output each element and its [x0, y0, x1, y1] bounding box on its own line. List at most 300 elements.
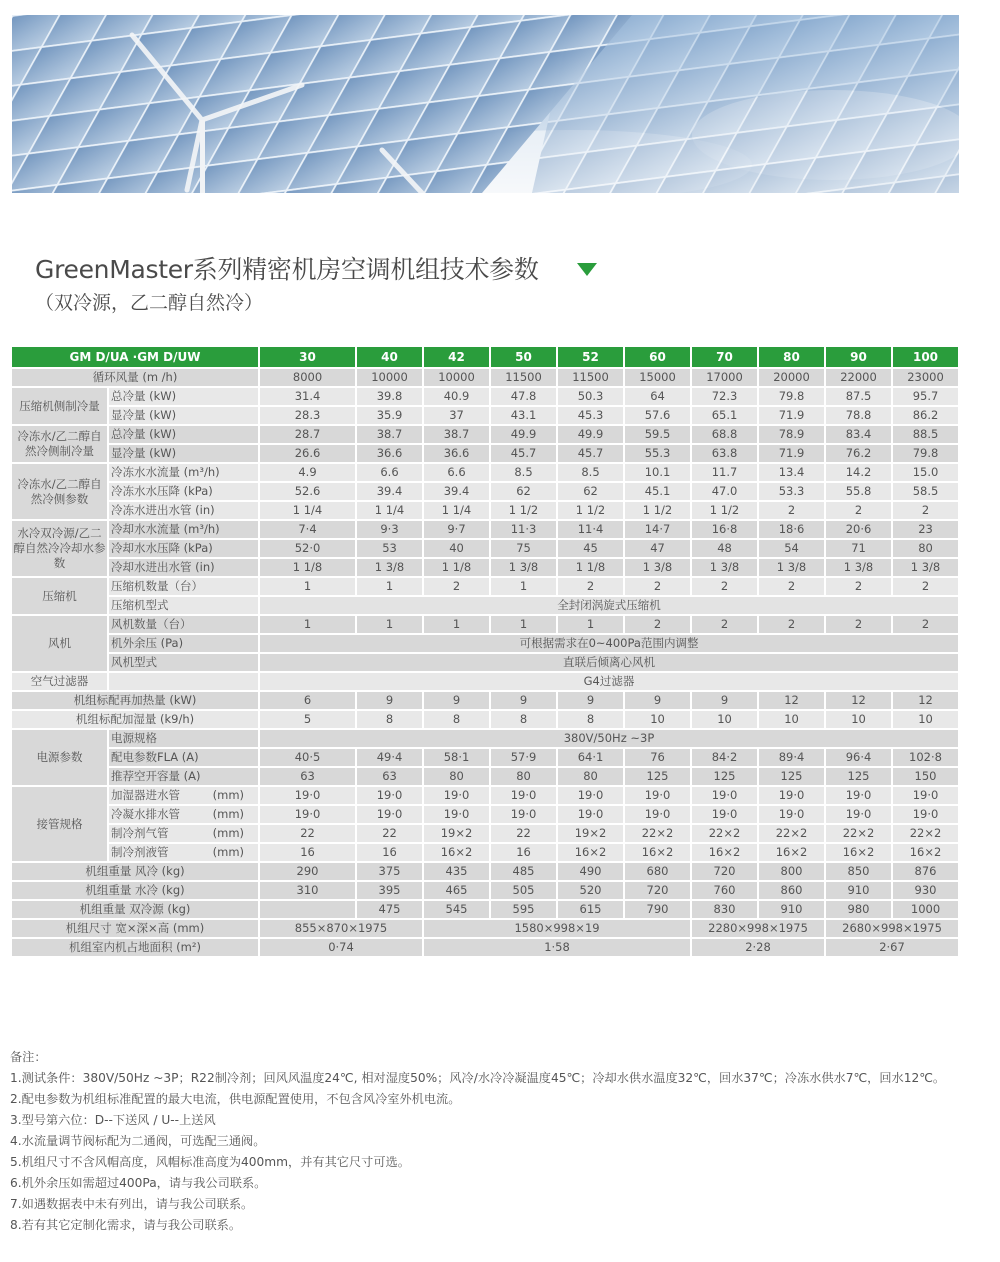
row-label: 机组标配加湿量 (k9/h) [11, 710, 259, 729]
value-cell: 102·8 [892, 748, 959, 767]
value-cell: 63 [259, 767, 356, 786]
value-cell: 150 [892, 767, 959, 786]
table-row [11, 786, 959, 805]
value-cell: 16×2 [423, 843, 490, 862]
value-cell: 9 [557, 691, 624, 710]
value-cell: 1 [259, 615, 356, 634]
value-cell: 2 [892, 615, 959, 634]
value-cell: 53.3 [758, 482, 825, 501]
value-cell: 485 [490, 862, 557, 881]
table-row [11, 691, 959, 710]
value-cell: 55.3 [624, 444, 691, 463]
value-cell: 55.8 [825, 482, 892, 501]
value-cell: 8 [490, 710, 557, 729]
row-label [108, 824, 259, 843]
value-cell: 31.4 [259, 387, 356, 406]
value-cell: 96·4 [825, 748, 892, 767]
value-cell: 2 [825, 615, 892, 634]
table-row [11, 672, 959, 691]
footprint-cell: 1·58 [423, 938, 691, 957]
value-cell: 375 [356, 862, 423, 881]
value-cell: 36.6 [423, 444, 490, 463]
value-cell: 1 [356, 577, 423, 596]
row-unit: (mm) [212, 845, 245, 859]
solar-panel-banner-image [12, 15, 959, 193]
row-label: 循环风量 (m /h) [11, 368, 259, 387]
table-row [11, 387, 959, 406]
value-cell: 910 [758, 900, 825, 919]
value-cell: 9 [490, 691, 557, 710]
row-label: 机组重量 风冷 (kg) [11, 862, 259, 881]
value-cell: 1 [557, 615, 624, 634]
row-label: 机组重量 水冷 (kg) [11, 881, 259, 900]
value-cell: 5 [259, 710, 356, 729]
value-cell: 1 1/4 [259, 501, 356, 520]
value-cell: 36.6 [356, 444, 423, 463]
value-cell: 11500 [490, 368, 557, 387]
value-cell: 18·6 [758, 520, 825, 539]
row-label: 配电参数FLA (A) [108, 748, 259, 767]
value-cell: 1 3/8 [624, 558, 691, 577]
value-cell: 64 [624, 387, 691, 406]
value-cell: 28.3 [259, 406, 356, 425]
row-unit: (mm) [212, 826, 245, 840]
table-header-row [11, 346, 959, 368]
value-cell: 16×2 [624, 843, 691, 862]
table-row [11, 539, 959, 558]
value-cell: 7·4 [259, 520, 356, 539]
table-row [11, 634, 959, 653]
page-subtitle: （双冷源，乙二醇自然冷） [35, 292, 264, 314]
value-cell: 1 1/2 [691, 501, 758, 520]
value-cell: 435 [423, 862, 490, 881]
value-cell: 23 [892, 520, 959, 539]
table-row [11, 862, 959, 881]
value-cell: 47.0 [691, 482, 758, 501]
value-cell: 19·0 [691, 786, 758, 805]
row-label: 冷冻水水流量 (m³/h) [108, 463, 259, 482]
header-model: 52 [557, 346, 624, 368]
value-cell: 84·2 [691, 748, 758, 767]
row-label: 机组重量 双冷源 (kg) [11, 900, 259, 919]
row-label: 压缩机型式 [108, 596, 259, 615]
value-cell: 14.2 [825, 463, 892, 482]
value-cell: 88.5 [892, 425, 959, 444]
value-cell: 10 [758, 710, 825, 729]
value-cell: 14·7 [624, 520, 691, 539]
table-row [11, 501, 959, 520]
value-cell: 2 [624, 577, 691, 596]
value-cell: 53 [356, 539, 423, 558]
value-cell: 20·6 [825, 520, 892, 539]
value-cell: 22 [259, 824, 356, 843]
value-cell: 65.1 [691, 406, 758, 425]
value-cell: 1 [259, 577, 356, 596]
value-cell: 2 [691, 577, 758, 596]
table-row [11, 406, 959, 425]
merged-cell: 直联后倾离心风机 [259, 653, 959, 672]
value-cell: 19×2 [557, 824, 624, 843]
value-cell: 8 [557, 710, 624, 729]
value-cell: 1 1/8 [259, 558, 356, 577]
value-cell: 76.2 [825, 444, 892, 463]
value-cell: 15000 [624, 368, 691, 387]
value-cell: 79.8 [892, 444, 959, 463]
value-cell: 63 [356, 767, 423, 786]
row-label: 压缩机数量（台） [108, 577, 259, 596]
row-label-text: 制冷剂液管 [111, 845, 169, 859]
row-label: 冷却水水流量 (m³/h) [108, 520, 259, 539]
table-row [11, 729, 959, 748]
value-cell: 1 3/8 [758, 558, 825, 577]
note-item: 8.若有其它定制化需求，请与我公司联系。 [10, 1218, 242, 1232]
value-cell: 10.1 [624, 463, 691, 482]
value-cell: 39.4 [356, 482, 423, 501]
value-cell: 8.5 [490, 463, 557, 482]
value-cell: 19·0 [825, 805, 892, 824]
footprint-cell: 2·28 [691, 938, 825, 957]
header-model: 90 [825, 346, 892, 368]
value-cell: 54 [758, 539, 825, 558]
row-label-text: 加湿器进水管 [111, 788, 180, 802]
value-cell: 37 [423, 406, 490, 425]
table-row [11, 596, 959, 615]
value-cell: 9·3 [356, 520, 423, 539]
value-cell: 10 [691, 710, 758, 729]
table-row [11, 558, 959, 577]
value-cell: 22×2 [624, 824, 691, 843]
value-cell: 64·1 [557, 748, 624, 767]
value-cell: 9 [423, 691, 490, 710]
value-cell: 310 [259, 881, 356, 900]
value-cell: 19·0 [356, 786, 423, 805]
table-row [11, 615, 959, 634]
row-label: 机组室内机占地面积 (m²) [11, 938, 259, 957]
value-cell: 23000 [892, 368, 959, 387]
merged-cell: 可根据需求在0~400Pa范围内调整 [259, 634, 959, 653]
value-cell: 1 1/2 [557, 501, 624, 520]
header-model: 60 [624, 346, 691, 368]
value-cell: 47 [624, 539, 691, 558]
value-cell: 79.8 [758, 387, 825, 406]
value-cell: 95.7 [892, 387, 959, 406]
value-cell: 11·4 [557, 520, 624, 539]
row-label: 电源规格 [108, 729, 259, 748]
header-model: 80 [758, 346, 825, 368]
value-cell: 1 3/8 [691, 558, 758, 577]
row-label: 冷却水水压降 (kPa) [108, 539, 259, 558]
value-cell: 595 [490, 900, 557, 919]
value-cell: 720 [691, 862, 758, 881]
value-cell: 1 [490, 615, 557, 634]
value-cell: 760 [691, 881, 758, 900]
value-cell: 22 [490, 824, 557, 843]
value-cell: 16×2 [892, 843, 959, 862]
value-cell: 1 1/8 [423, 558, 490, 577]
value-cell: 1 1/2 [624, 501, 691, 520]
header-model: 100 [892, 346, 959, 368]
value-cell: 19×2 [423, 824, 490, 843]
table-row [11, 368, 959, 387]
value-cell [259, 900, 356, 919]
value-cell: 11.7 [691, 463, 758, 482]
value-cell: 17000 [691, 368, 758, 387]
footprint-cell: 0·74 [259, 938, 423, 957]
value-cell: 2 [892, 577, 959, 596]
value-cell: 6 [259, 691, 356, 710]
row-label: 推荐空开容量 (A) [108, 767, 259, 786]
value-cell: 80 [557, 767, 624, 786]
value-cell: 800 [758, 862, 825, 881]
group-label: 冷冻水/乙二醇自然冷侧制冷量 [11, 425, 108, 463]
value-cell: 2 [758, 577, 825, 596]
value-cell: 78.8 [825, 406, 892, 425]
value-cell: 40.9 [423, 387, 490, 406]
value-cell: 6.6 [356, 463, 423, 482]
value-cell: 1 1/4 [423, 501, 490, 520]
value-cell: 19·0 [624, 786, 691, 805]
value-cell: 75 [490, 539, 557, 558]
value-cell: 980 [825, 900, 892, 919]
note-item: 2.配电参数为机组标准配置的最大电流，供电源配置使用，不包含风冷室外机电流。 [10, 1092, 461, 1106]
value-cell: 80 [490, 767, 557, 786]
value-cell: 19·0 [758, 805, 825, 824]
header-model: 40 [356, 346, 423, 368]
value-cell: 1 1/4 [356, 501, 423, 520]
value-cell: 19·0 [892, 805, 959, 824]
notes-section [10, 1047, 945, 1236]
table-row [11, 482, 959, 501]
value-cell: 45.3 [557, 406, 624, 425]
row-label: 风机数量（台） [108, 615, 259, 634]
value-cell: 62 [490, 482, 557, 501]
value-cell: 465 [423, 881, 490, 900]
value-cell: 2 [423, 577, 490, 596]
value-cell: 48 [691, 539, 758, 558]
value-cell: 45.7 [490, 444, 557, 463]
value-cell: 15.0 [892, 463, 959, 482]
value-cell: 125 [758, 767, 825, 786]
value-cell: 63.8 [691, 444, 758, 463]
value-cell: 80 [892, 539, 959, 558]
header-model: 70 [691, 346, 758, 368]
value-cell: 1 [423, 615, 490, 634]
value-cell: 12 [758, 691, 825, 710]
row-label: 总冷量 (kW) [108, 425, 259, 444]
value-cell: 16×2 [557, 843, 624, 862]
value-cell: 520 [557, 881, 624, 900]
value-cell: 71.9 [758, 444, 825, 463]
value-cell: 475 [356, 900, 423, 919]
value-cell: 10000 [423, 368, 490, 387]
row-label: 显冷量 (kW) [108, 406, 259, 425]
table-row [11, 938, 959, 957]
row-unit: (mm) [212, 788, 245, 802]
value-cell: 52·0 [259, 539, 356, 558]
table-row [11, 881, 959, 900]
row-label: 冷冻水水压降 (kPa) [108, 482, 259, 501]
value-cell: 49·4 [356, 748, 423, 767]
value-cell: 680 [624, 862, 691, 881]
value-cell: 57.6 [624, 406, 691, 425]
table-row [11, 748, 959, 767]
value-cell: 22×2 [892, 824, 959, 843]
value-cell: 40 [423, 539, 490, 558]
group-label: 电源参数 [11, 729, 108, 786]
value-cell: 89·4 [758, 748, 825, 767]
value-cell: 1 [356, 615, 423, 634]
value-cell: 16 [259, 843, 356, 862]
value-cell: 50.3 [557, 387, 624, 406]
note-item: 1.测试条件：380V/50Hz ~3P；R22制冷剂；回风风温度24℃, 相对湿度50%；风冷/水冷冷凝温度45℃；冷却水供水温度32℃，回水37℃；冷冻水供水7℃，回水12℃。 [10, 1071, 946, 1085]
value-cell: 43.1 [490, 406, 557, 425]
value-cell: 830 [691, 900, 758, 919]
value-cell: 8.5 [557, 463, 624, 482]
spec-table [10, 345, 960, 958]
table-row [11, 425, 959, 444]
row-label: 风机型式 [108, 653, 259, 672]
notes-heading: 备注： [10, 1050, 47, 1064]
triangle-down-icon [577, 263, 597, 277]
row-label: 空气过滤器 [11, 672, 108, 691]
row-label-text: 制冷剂气管 [111, 826, 169, 840]
row-label: 机外余压 (Pa) [108, 634, 259, 653]
note-item: 3.型号第六位：D--下送风 / U--上送风 [10, 1113, 216, 1127]
value-cell: 505 [490, 881, 557, 900]
value-cell: 19·0 [423, 805, 490, 824]
value-cell: 395 [356, 881, 423, 900]
value-cell: 16 [490, 843, 557, 862]
dimension-cell: 2680×998×1975 [825, 919, 959, 938]
value-cell: 9 [624, 691, 691, 710]
value-cell: 19·0 [356, 805, 423, 824]
value-cell: 910 [825, 881, 892, 900]
row-label: 机组尺寸 宽×深×高 (mm) [11, 919, 259, 938]
value-cell: 8 [423, 710, 490, 729]
value-cell: 16×2 [758, 843, 825, 862]
table-row [11, 824, 959, 843]
table-row [11, 710, 959, 729]
value-cell: 72.3 [691, 387, 758, 406]
value-cell: 49.9 [557, 425, 624, 444]
value-cell: 26.6 [259, 444, 356, 463]
row-label [108, 843, 259, 862]
value-cell: 19·0 [825, 786, 892, 805]
value-cell: 58·1 [423, 748, 490, 767]
value-cell: 19·0 [758, 786, 825, 805]
value-cell: 8 [356, 710, 423, 729]
group-label: 压缩机侧制冷量 [11, 387, 108, 425]
value-cell: 49.9 [490, 425, 557, 444]
value-cell: 38.7 [356, 425, 423, 444]
value-cell: 10 [825, 710, 892, 729]
value-cell: 125 [825, 767, 892, 786]
header-model-label: GM D/UA ·GM D/UW [11, 346, 259, 368]
value-cell: 19·0 [624, 805, 691, 824]
value-cell: 1 3/8 [825, 558, 892, 577]
value-cell: 2 [557, 577, 624, 596]
value-cell: 58.5 [892, 482, 959, 501]
value-cell: 19·0 [259, 805, 356, 824]
value-cell: 10000 [356, 368, 423, 387]
row-label: 显冷量 (kW) [108, 444, 259, 463]
value-cell: 19·0 [423, 786, 490, 805]
value-cell: 19·0 [691, 805, 758, 824]
value-cell: 790 [624, 900, 691, 919]
value-cell: 16·8 [691, 520, 758, 539]
value-cell: 71.9 [758, 406, 825, 425]
note-item: 6.机外余压如需超过400Pa，请与我公司联系。 [10, 1176, 267, 1190]
value-cell: 2 [691, 615, 758, 634]
table-row [11, 653, 959, 672]
table-row [11, 520, 959, 539]
note-item: 4.水流量调节阀标配为二通阀，可选配三通阀。 [10, 1134, 266, 1148]
value-cell: 45 [557, 539, 624, 558]
dimension-cell: 855×870×1975 [259, 919, 423, 938]
header-model: 30 [259, 346, 356, 368]
row-label: 机组标配再加热量 (kW) [11, 691, 259, 710]
group-label: 压缩机 [11, 577, 108, 615]
value-cell: 11·3 [490, 520, 557, 539]
dimension-cell: 1580×998×19 [423, 919, 691, 938]
row-label [108, 786, 259, 805]
row-label: 总冷量 (kW) [108, 387, 259, 406]
table-row [11, 843, 959, 862]
value-cell: 16 [356, 843, 423, 862]
row-label [108, 805, 259, 824]
value-cell: 52.6 [259, 482, 356, 501]
value-cell: 87.5 [825, 387, 892, 406]
dimension-cell: 2280×998×1975 [691, 919, 825, 938]
value-cell: 57·9 [490, 748, 557, 767]
value-cell: 2 [825, 501, 892, 520]
value-cell: 19·0 [557, 805, 624, 824]
table-row [11, 900, 959, 919]
table-row [11, 805, 959, 824]
empty-cell [108, 672, 259, 691]
value-cell: 28.7 [259, 425, 356, 444]
value-cell: 22×2 [825, 824, 892, 843]
table-row [11, 577, 959, 596]
table-row [11, 919, 959, 938]
value-cell: 290 [259, 862, 356, 881]
table-row [11, 463, 959, 482]
value-cell: 2 [624, 615, 691, 634]
value-cell: 19·0 [490, 805, 557, 824]
value-cell: 1000 [892, 900, 959, 919]
value-cell: 47.8 [490, 387, 557, 406]
value-cell: 59.5 [624, 425, 691, 444]
value-cell: 125 [691, 767, 758, 786]
row-label-text: 冷凝水排水管 [111, 807, 180, 821]
value-cell: 62 [557, 482, 624, 501]
value-cell: 13.4 [758, 463, 825, 482]
footprint-cell: 2·67 [825, 938, 959, 957]
value-cell: 39.8 [356, 387, 423, 406]
value-cell: 125 [624, 767, 691, 786]
value-cell: 9·7 [423, 520, 490, 539]
value-cell: 1 3/8 [490, 558, 557, 577]
value-cell: 4.9 [259, 463, 356, 482]
note-item: 5.机组尺寸不含风帽高度，风帽标准高度为400mm，并有其它尺寸可选。 [10, 1155, 410, 1169]
row-label: 冷冻水进出水管 (in) [108, 501, 259, 520]
value-cell: 1 1/2 [490, 501, 557, 520]
value-cell: 545 [423, 900, 490, 919]
value-cell: 80 [423, 767, 490, 786]
value-cell: 2 [758, 615, 825, 634]
value-cell: 19·0 [892, 786, 959, 805]
value-cell: 876 [892, 862, 959, 881]
